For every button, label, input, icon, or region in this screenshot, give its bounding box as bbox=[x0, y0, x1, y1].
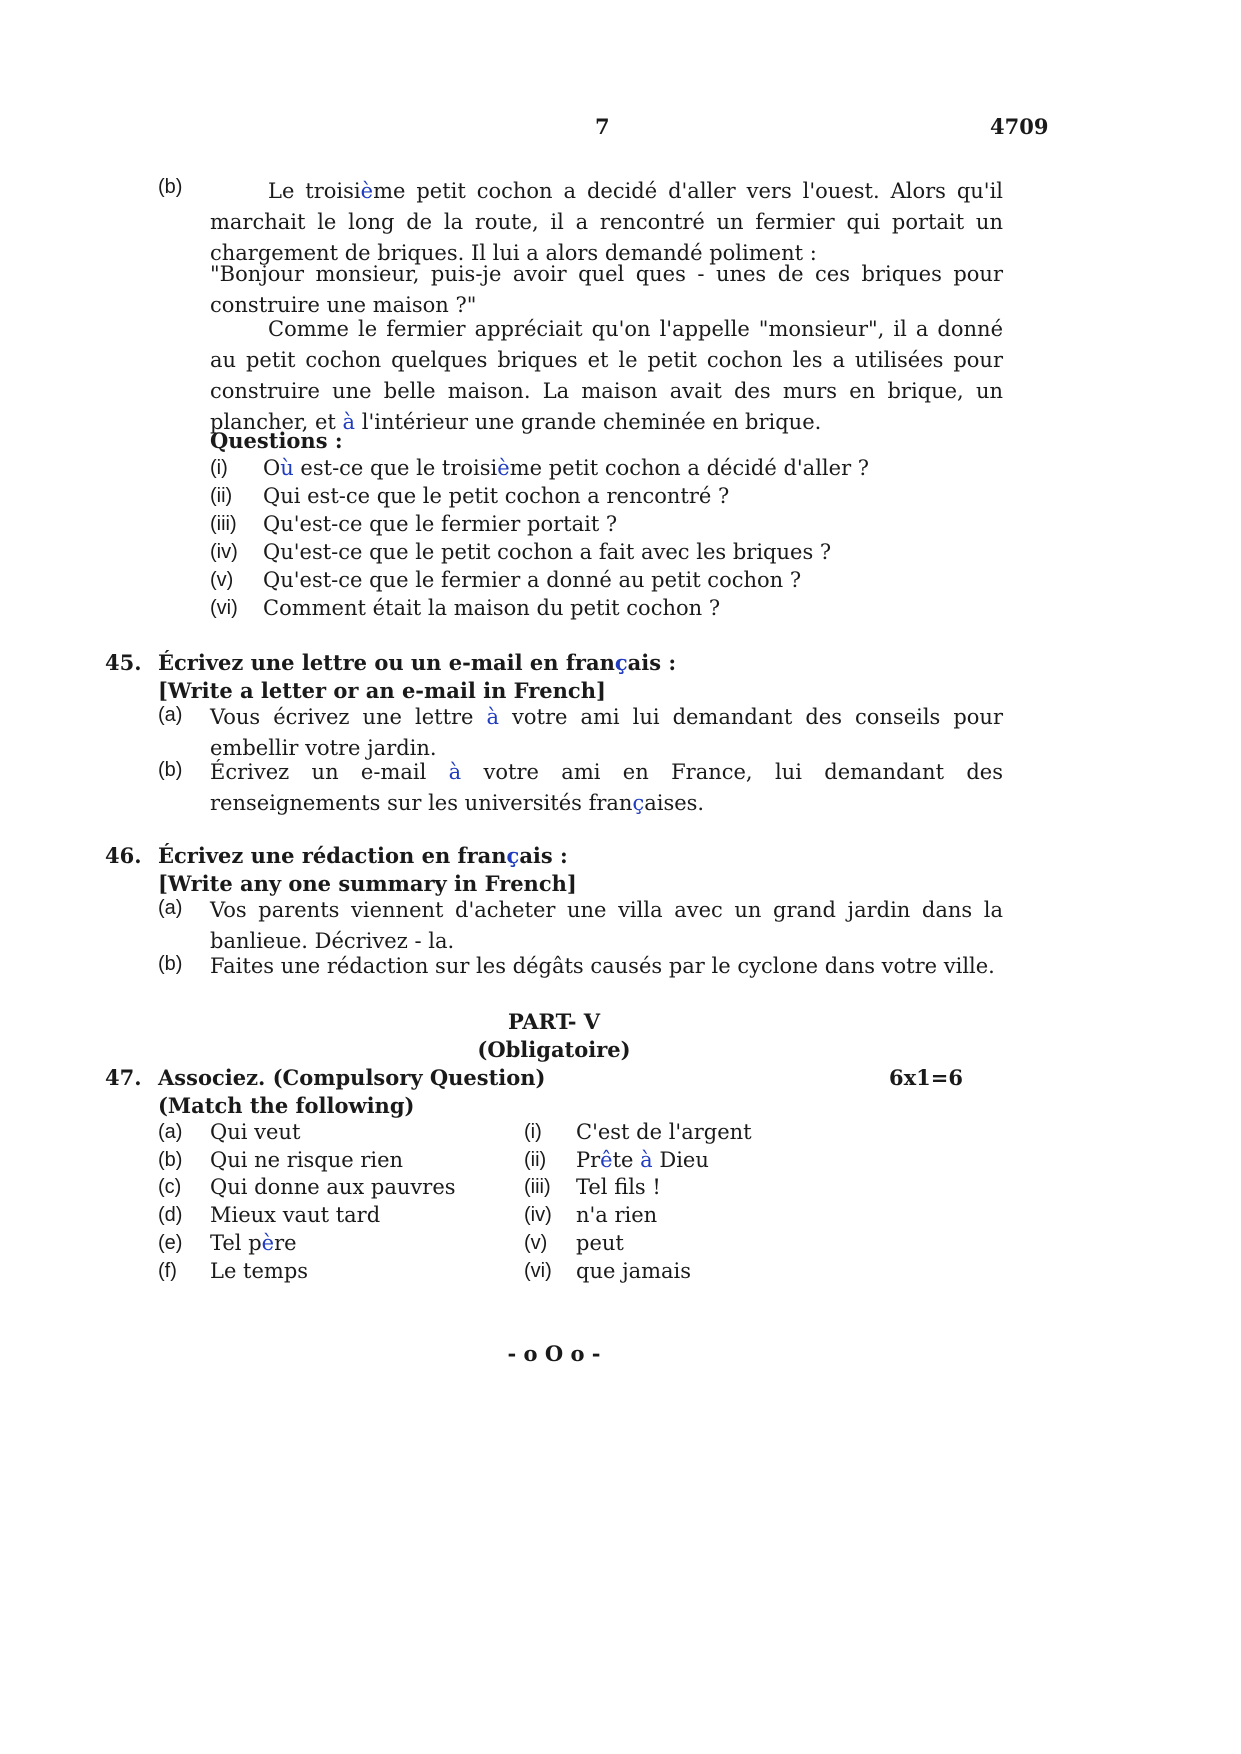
match-right-item: (vi) que jamais bbox=[524, 1259, 692, 1283]
q45b-text: Écrivez un e-mail à votre ami en France, lui demandant des renseignements sur les universités françaises. bbox=[210, 760, 1003, 815]
match-left-item: (f) Le temps bbox=[158, 1259, 309, 1283]
match-right-item: (iv) n'a rien bbox=[524, 1203, 658, 1227]
q46b-label: (b) bbox=[158, 953, 183, 975]
match-table bbox=[158, 1117, 1018, 1287]
q46-subtitle: [Write any one summary in French] bbox=[158, 871, 577, 896]
q45-subtitle: [Write a letter or an e-mail in French] bbox=[158, 678, 606, 703]
exam-page: 7 4709 (b) Le troisième petit cochon a decidé d'aller vers l'ouest. Alors qu'il marchait le long de la route, il a rencontré un fermier qui portait un chargement de briques. Il lui a alors demandé poliment : "Bonjour monsieur, puis-je avoir quel ques - unes de ces briques pour construire une maison ?" Comme le fermier appréciait qu'on l'appelle "monsieur", il a donné au petit cochon quelques briques et le petit cochon les a utilisées pour construire une belle maison. La maison avait des murs en brique, un plancher, et à l'intérieur une grande cheminée en brique. Questions : (i) Où est-ce que le troisième petit cochon a décidé d'aller ? (ii) Qui est-ce que le petit cochon a rencontré ? (iii) Qu'est-ce que le fermier portait ? (iv) Qu'est-ce que le petit cochon a fait avec les briques ? (v) Qu'est-ce que le fermier a donné au petit cochon ? (vi) Comment était la maison du petit cochon ? 45. Écrivez une lettre ou un e-mail en français : [Write a letter or an e-mail in French] (a) Vous écrivez une lettre à votre ami lui demandant des conseils pour embellir votre jardin. (b) Écrivez un e-mail à votre ami en France, lui demandant des renseignements sur les universités françaises. 46. Écrivez une rédaction en français : [Write any one summary in French] (a) Vos parents viennent d'acheter une villa avec un grand jardin dans la banlieue. Décrivez - la. (b) Faites une rédaction sur les dégâts causés par le cyclone dans votre ville. PART- V (Obligatoire) 47. Associez. (Compulsory Question) 6x1=6 (Match the following) (a) Qui veut (b) Qui ne risque rien (c) Qui donne aux pauvres (d) Mieux vaut tard (e) Tel père (f) Le temps (i) C'est de l'argent (ii) Prête à Dieu (iii) Tel fils ! (iv) n'a rien (v) peut (vi) que jamais - o O o - bbox=[0, 0, 1241, 1754]
match-right-item: (v) peut bbox=[524, 1231, 624, 1255]
q45a-text: Vous écrivez une lettre à votre ami lui demandant des conseils pour embellir votre jardin. bbox=[210, 705, 1003, 760]
q47-number: 47. bbox=[105, 1065, 142, 1090]
q46-number: 46. bbox=[105, 843, 142, 868]
q46a-text: Vos parents viennent d'acheter une villa avec un grand jardin dans la banlieue. Décrivez - la. bbox=[210, 898, 1003, 953]
page-number: 7 bbox=[595, 114, 610, 139]
q45-number: 45. bbox=[105, 650, 142, 675]
q46-title: Écrivez une rédaction en français : bbox=[158, 843, 568, 868]
part-subtitle: (Obligatoire) bbox=[477, 1037, 631, 1062]
paper-code: 4709 bbox=[990, 114, 1049, 139]
q44b-quote: "Bonjour monsieur, puis-je avoir quel ques - unes de ces briques pour construire une maison ?" bbox=[210, 262, 1003, 317]
end-mark: - o O o - bbox=[507, 1341, 601, 1366]
questions-heading: Questions : bbox=[210, 428, 343, 453]
match-left-item: (a) Qui veut bbox=[158, 1120, 301, 1144]
q47-subtitle: (Match the following) bbox=[158, 1093, 415, 1118]
q44b-paragraph-2: Comme le fermier appréciait qu'on l'appelle "monsieur", il a donné au petit cochon quelques briques et le petit cochon les a utilisées pour construire une belle maison. La maison avait des murs en brique, un plancher, et à l'intérieur une grande cheminée en brique. bbox=[210, 317, 1003, 434]
q46b-text: Faites une rédaction sur les dégâts causés par le cyclone dans votre ville. bbox=[210, 954, 995, 978]
q47-marks: 6x1=6 bbox=[889, 1065, 963, 1090]
match-right-item: (i) C'est de l'argent bbox=[524, 1120, 752, 1144]
q45a-label: (a) bbox=[158, 704, 183, 726]
match-left-item: (c) Qui donne aux pauvres bbox=[158, 1175, 456, 1199]
match-left-item: (d) Mieux vaut tard bbox=[158, 1203, 381, 1227]
part-title: PART- V bbox=[507, 1009, 601, 1034]
match-right-item: (iii) Tel fils ! bbox=[524, 1175, 661, 1199]
match-left-item: (b) Qui ne risque rien bbox=[158, 1148, 404, 1172]
q44b-label: (b) bbox=[158, 176, 183, 198]
match-right-item: (ii) Prête à Dieu bbox=[524, 1148, 709, 1172]
q45-title: Écrivez une lettre ou un e-mail en français : bbox=[158, 650, 677, 675]
q45b-label: (b) bbox=[158, 759, 183, 781]
q46a-label: (a) bbox=[158, 897, 183, 919]
q44b-paragraph-1: Le troisième petit cochon a decidé d'aller vers l'ouest. Alors qu'il marchait le long de la route, il a rencontré un fermier qui portait un chargement de briques. Il lui a alors demandé poliment : bbox=[210, 179, 1003, 265]
match-left-item: (e) Tel père bbox=[158, 1231, 297, 1255]
q47-title: Associez. (Compulsory Question) bbox=[158, 1065, 546, 1090]
